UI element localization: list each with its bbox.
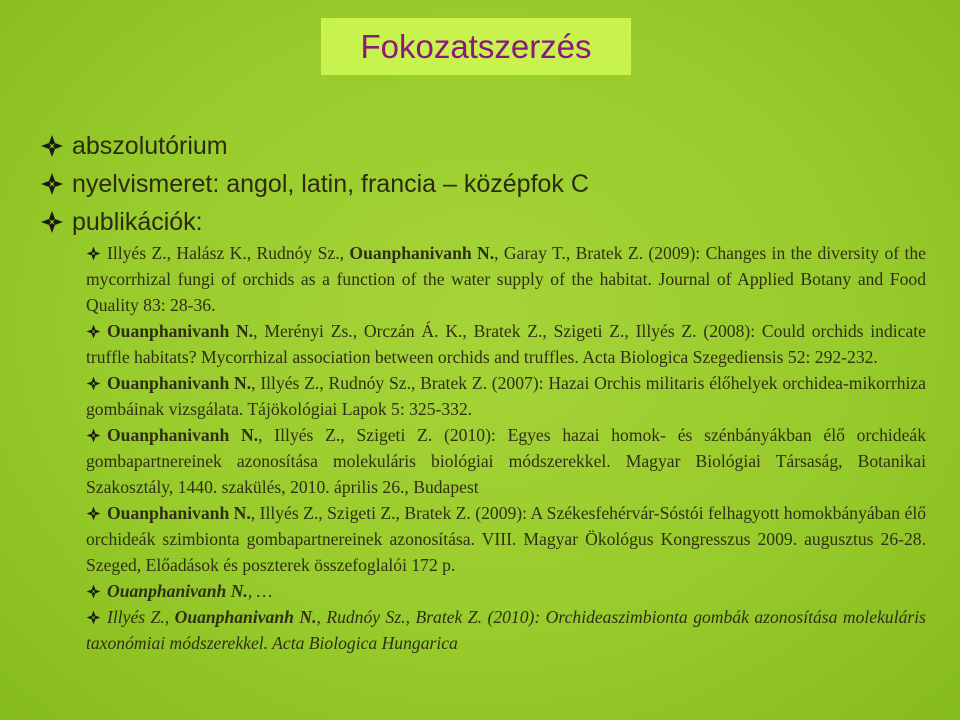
pub-author-highlight: Ouanphanivanh N. [107, 581, 248, 601]
publication-item [86, 604, 926, 656]
pub-citation: , Illyés Z., Rudnóy Sz., Bratek Z. (2007): Hazai Orchis militaris élőhelyek orchidea-mikorrhiza gombáinak vizsgálata. Tájökológiai Lapok 5: 325-332. [86, 373, 926, 419]
bullet-text: nyelvismeret: angol, latin, francia – középfok C [72, 170, 589, 198]
pub-citation: , Illyés Z., Szigeti Z. (2010): Egyes hazai homok- és szénbányákban élő orchideák gombapartnereinek azonosítása molekuláris biológiai módszerekkel. Magyar Biológiai Társaság, Botanikai Szakosztály, 1440. szakülés, 2010. április 26., Budapest [86, 425, 927, 497]
diamond-bullet-icon [86, 506, 101, 521]
pub-authors-pre: Illyés Z., Halász K., Rudnóy Sz., [107, 243, 350, 263]
title-box [321, 18, 631, 75]
publication-list [86, 240, 926, 656]
diamond-bullet-icon [86, 324, 101, 339]
publication-item [86, 240, 926, 318]
slide-title: Fokozatszerzés [360, 27, 592, 65]
diamond-bullet-icon [86, 376, 101, 391]
pub-author-highlight: Ouanphanivanh N. [107, 503, 251, 523]
pub-citation: , Merényi Zs., Orczán Á. K., Bratek Z., Szigeti Z., Illyés Z. (2008): Could orchids indicate truffle habitats? Mycorrhizal association between orchids and truffles. Acta Biologica Szegediensis 52: 292-232. [86, 321, 926, 367]
bullet-publications [40, 203, 930, 241]
diamond-bullet-icon [40, 210, 64, 234]
pub-citation: , Illyés Z., Szigeti Z., Bratek Z. (2009): A Székesfehérvár-Sóstói felhagyott homokbányában élő orchideák szimbionta gombapartnereinek azonosítása. VIII. Magyar Ökológus Kongresszus 2009. augusztus 26-28. Szeged, Előadások és poszterek összefoglalói 172 p. [86, 503, 926, 575]
pub-author-highlight: Ouanphanivanh N. [107, 425, 259, 445]
pub-author-highlight: Ouanphanivanh N. [107, 321, 254, 341]
pub-citation: , … [247, 581, 273, 601]
publication-item [86, 318, 926, 370]
publication-item [86, 500, 926, 578]
pub-citation: , Garay T., Bratek Z. (2009): Changes in the diversity of the mycorrhizal fungi of orchids as a function of the water supply of the habitat. Journal of Applied Botany and Food Quality 83: 28-36. [86, 243, 926, 315]
main-bullet-list [40, 127, 930, 241]
bullet-text: abszolutórium [72, 132, 228, 160]
publication-item [86, 578, 926, 604]
pub-authors-pre: Illyés Z., [107, 607, 175, 627]
diamond-bullet-icon [40, 172, 64, 196]
pub-author-highlight: Ouanphanivanh N. [349, 243, 495, 263]
pub-author-highlight: Ouanphanivanh N. [107, 373, 252, 393]
diamond-bullet-icon [86, 610, 101, 625]
diamond-bullet-icon [86, 428, 101, 443]
pub-author-highlight: Ouanphanivanh N. [174, 607, 317, 627]
bullet-language [40, 165, 930, 203]
publication-item [86, 422, 926, 500]
diamond-bullet-icon [86, 246, 101, 261]
publication-item [86, 370, 926, 422]
bullet-absolutorium [40, 127, 930, 165]
pub-citation: , Rudnóy Sz., Bratek Z. (2010): Orchideaszimbionta gombák azonosítása molekuláris taxonómiai módszerekkel. Acta Biologica Hungarica [86, 607, 926, 653]
diamond-bullet-icon [40, 134, 64, 158]
diamond-bullet-icon [86, 584, 101, 599]
bullet-text: publikációk: [72, 208, 203, 236]
